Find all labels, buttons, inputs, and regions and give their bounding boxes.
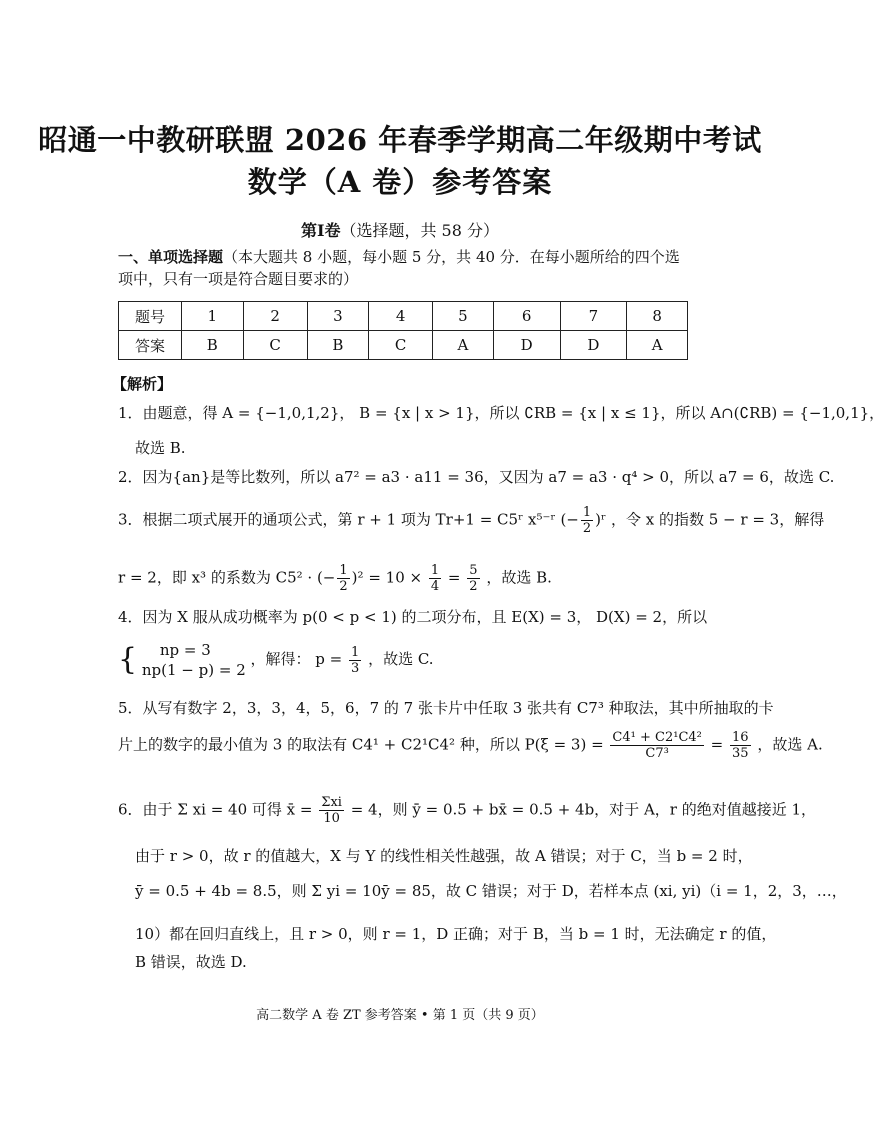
table-cell: 7 bbox=[560, 302, 627, 331]
solution-3-text-a: 3．根据二项式展开的通项公式，第 r + 1 项为 Tr+1 = C5ʳ x⁵⁻ʳ bbox=[118, 510, 556, 529]
solution-1-line-2: 故选 B. bbox=[135, 439, 186, 457]
table-cell: B bbox=[182, 331, 244, 360]
table-cell: 4 bbox=[369, 302, 433, 331]
table-cell: D bbox=[493, 331, 560, 360]
table-cell: 2 bbox=[243, 302, 307, 331]
table-cell: B bbox=[307, 331, 369, 360]
equation-1: np = 3 bbox=[159, 641, 211, 659]
table-cell: A bbox=[433, 331, 494, 360]
solution-5-line-2 bbox=[118, 730, 823, 761]
table-cell: 1 bbox=[182, 302, 244, 331]
fraction-quarter: $\frac{1}{4}$ bbox=[430, 563, 440, 594]
solution-5-text-c: ，故选 A. bbox=[757, 735, 823, 754]
solution-6-text-b: = 4，则 ȳ = 0.5 + bx̄ = 0.5 + 4b，对于 A，r 的绝对值越接近 1， bbox=[350, 800, 817, 819]
page-footer: 高二数学 A 卷 ZT 参考答案 • 第 1 页（共 9 页） bbox=[256, 1008, 544, 1023]
solution-6-line-4: 10）都在回归直线上，且 r > 0，则 r = 1，D 正确；对于 B，当 b = 1 时，无法确定 r 的值， bbox=[135, 925, 777, 943]
solution-6-line-3: ȳ = 0.5 + 4b = 8.5，则 Σ yi = 10ȳ = 85，故 C 错误；对于 D，若样本点 (xi, yi)（i = 1，2，3，…， bbox=[135, 882, 847, 900]
section-heading bbox=[0, 218, 800, 241]
fraction-probability: $\frac{\text{C4¹ + C2¹C4²}}{\text{C7³}}$ bbox=[612, 730, 702, 761]
table-head-number: 题号 bbox=[119, 302, 182, 331]
fraction-third: $\frac{1}{3}$ bbox=[351, 644, 360, 676]
solution-6-line-1 bbox=[118, 795, 817, 826]
fraction-mean: $\frac{\text{Σxi}}{10}$ bbox=[321, 795, 342, 826]
equation-2: np(1 − p) = 2 bbox=[141, 661, 246, 679]
document-subtitle: 数学（A 卷）参考答案 bbox=[247, 165, 553, 199]
table-cell: 6 bbox=[493, 302, 560, 331]
table-row-numbers bbox=[119, 302, 688, 331]
solution-4-text-a: ，解得： p = bbox=[250, 650, 343, 668]
document-title: 昭通一中教研联盟 2026 年春季学期高二年级期中考试 bbox=[38, 123, 762, 157]
solution-3-text-b: ，令 x 的指数 5 − r = 3，解得 bbox=[610, 510, 825, 529]
solution-3-line-1 bbox=[118, 505, 825, 536]
section-label: 第Ⅰ卷 bbox=[300, 221, 341, 240]
answer-table bbox=[118, 301, 688, 360]
instructions-label: 一、单项选择题 bbox=[118, 248, 224, 266]
paren-open: (− bbox=[560, 510, 579, 529]
section-desc: （选择题，共 58 分） bbox=[340, 221, 500, 240]
solution-3-line-2: r = 2，即 x³ 的系数为 C5² · (− $\frac{1}{2}$ )² = 10 × $\frac{1}{4}$ = $\frac{5}{2}$ ，故选 B. bbox=[118, 563, 552, 594]
table-row-answers bbox=[119, 331, 688, 360]
solution-4-line-2: { np = 3 np(1 − p) = 2 ，解得： p = $\frac{1}{3}$ ，故选 C. bbox=[118, 641, 434, 679]
solution-6-line-2: 由于 r > 0，故 r 的值越大，X 与 Y 的线性相关性越强，故 A 错误；对于 C，当 b = 2 时， bbox=[135, 847, 753, 865]
solution-5-text-b: = bbox=[710, 735, 724, 754]
fraction-result: $\frac{16}{35}$ bbox=[732, 730, 749, 761]
table-cell: 8 bbox=[627, 302, 688, 331]
solution-3-text-e: = bbox=[447, 568, 461, 587]
solution-3-text-f: ，故选 B. bbox=[486, 568, 552, 587]
solution-5-line-1: 5．从写有数字 2，3，3，4，5，6，7 的 7 张卡片中任取 3 张共有 C7³ 种取法，其中所抽取的卡 bbox=[118, 699, 774, 717]
analysis-label: 【解析】 bbox=[112, 375, 173, 393]
solution-3-text-c: r = 2，即 x³ 的系数为 C5² · bbox=[118, 568, 313, 587]
table-head-answer: 答案 bbox=[119, 331, 182, 360]
solution-6-text-a: 6．由于 Σ xi = 40 可得 x̄ = bbox=[118, 800, 313, 819]
fraction-neg-half-2: $\frac{1}{2}$ bbox=[339, 563, 348, 594]
table-cell: 3 bbox=[307, 302, 369, 331]
fraction-neg-half: $\frac{1}{2}$ bbox=[582, 505, 592, 536]
table-cell: D bbox=[560, 331, 627, 360]
instructions bbox=[118, 246, 688, 290]
paren-close: )ʳ bbox=[595, 510, 607, 529]
table-cell: C bbox=[369, 331, 433, 360]
table-cell: C bbox=[243, 331, 307, 360]
solution-1-line-1: 1．由题意，得 A = {−1,0,1,2}， B = {x | x > 1}，所以 ∁RB = {x | x ≤ 1}，所以 A∩(∁RB) = {−1,0,1}， bbox=[118, 404, 884, 422]
solution-6-line-5: B 错误，故选 D. bbox=[135, 953, 247, 971]
solution-4-text-b: ，故选 C. bbox=[368, 650, 434, 668]
solution-3-text-d: = 10 × bbox=[368, 568, 423, 587]
fraction-five-half: $\frac{5}{2}$ bbox=[469, 563, 478, 594]
solution-5-text-a: 片上的数字的最小值为 3 的取法有 C4¹ + C2¹C4² 种，所以 P(ξ = 3) = bbox=[118, 735, 604, 754]
instructions-text: （本大题共 8 小题，每小题 5 分，共 40 分．在每小题所给的四个选项中，只有一项是符合题目要求的） bbox=[118, 248, 680, 288]
solution-2: 2．因为{an}是等比数列，所以 a7² = a3 · a11 = 36，又因为 a7 = a3 · q⁴ > 0，所以 a7 = 6，故选 C. bbox=[118, 468, 835, 486]
table-cell: 5 bbox=[433, 302, 494, 331]
table-cell: A bbox=[627, 331, 688, 360]
solution-4-line-1: 4．因为 X 服从成功概率为 p(0 < p < 1) 的二项分布，且 E(X) = 3， D(X) = 2，所以 bbox=[118, 608, 708, 626]
